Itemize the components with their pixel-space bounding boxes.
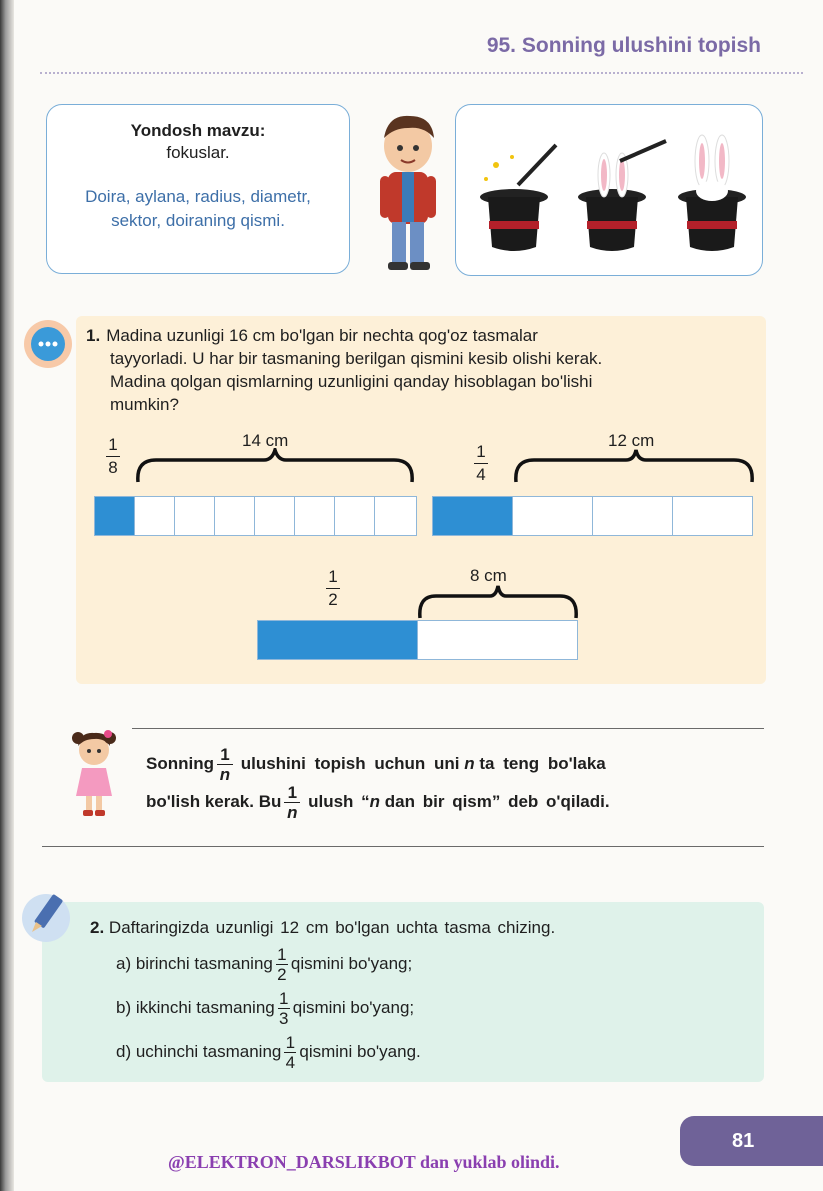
strip-c-numerator: 1 (328, 567, 338, 586)
strip-a-brace (130, 448, 420, 484)
strip-c-length-label: 8 cm (470, 566, 507, 585)
task2-b-pre: b) ikkinchi tasmaning (116, 997, 275, 1017)
task2-b-fraction (278, 990, 290, 1027)
task2-a-den: 2 (277, 965, 287, 984)
rule-w5: ulush “ (308, 791, 370, 811)
boy-illustration (368, 108, 450, 273)
strip-a-fraction (106, 436, 120, 477)
strip-c-segment-filled (258, 621, 418, 659)
rule-line1 (146, 746, 606, 783)
task2-intro-line (90, 918, 555, 938)
rule-frac-den: n (219, 765, 231, 784)
task1-number: 1. (86, 326, 101, 345)
task2-item-b (116, 990, 414, 1027)
page-title: 95. Sonning ulushini topish (486, 34, 761, 57)
strip-a-segment (335, 497, 375, 535)
task1-line4: mumkin? (110, 395, 179, 414)
task2-d-den: 4 (285, 1053, 296, 1072)
header-divider (40, 72, 803, 74)
strip-b-length-label: 12 cm (608, 431, 655, 450)
rule-frac2-den: n (287, 803, 298, 822)
task2-b-post: qismini bo'yang; (292, 997, 415, 1017)
task2-b-den: 3 (279, 1009, 289, 1028)
rule-frac2-num: 1 (287, 783, 298, 802)
strip-c-brace (416, 584, 582, 620)
strip-b-segment-filled (433, 497, 513, 535)
topic-keywords-line1: Doira, aylana, radius, diametr, (85, 187, 311, 206)
rule-fraction-1n-2 (284, 784, 300, 821)
strip-a-segment (135, 497, 175, 535)
task2-number: 2. (90, 918, 105, 937)
chat-bubble-icon (22, 318, 74, 370)
task2-item-a (116, 946, 412, 983)
girl-illustration (64, 728, 124, 818)
task2-intro: Daftaringizda uzunligi 12 cm bo'lgan uchta tasma chizing. (108, 918, 556, 937)
topic-keywords (47, 185, 349, 233)
strip-b-segment (513, 497, 593, 535)
strip-a (94, 496, 417, 536)
strip-a-length-label: 14 cm (242, 431, 289, 450)
strip-c (257, 620, 578, 660)
strip-a-segment (175, 497, 215, 535)
strip-a-segment (215, 497, 255, 535)
strip-a-numerator: 1 (108, 435, 118, 454)
rule-w6: dan bir qism” deb o'qiladi. (384, 791, 610, 811)
rule-w2: ulushini topish uchun uni (240, 753, 460, 773)
strip-c-fraction (326, 568, 340, 609)
task1-line3: Madina qolgan qismlarning uzunligini qanday hisoblagan bo'lishi (110, 372, 593, 391)
strip-a-denominator: 8 (108, 458, 118, 477)
topic-keywords-line2: sektor, doiraning qismi. (111, 211, 285, 230)
strip-c-denominator: 2 (328, 590, 338, 609)
related-topic-box (46, 104, 350, 274)
topic-subtitle: fokuslar. (166, 143, 230, 162)
task1-text (86, 324, 736, 416)
rule-n-2: n (369, 791, 381, 811)
strip-b-segment (673, 497, 752, 535)
strip-b-numerator: 1 (476, 442, 486, 461)
strip-b-fraction (474, 443, 488, 484)
topic-title: Yondosh mavzu: (130, 121, 266, 140)
magic-hats-picture-box (455, 104, 763, 276)
strip-a-segment (375, 497, 416, 535)
strip-a-segment (295, 497, 335, 535)
task2-item-d (116, 1034, 421, 1071)
task2-b-num: 1 (279, 989, 289, 1008)
task2-d-post: qismini bo'yang. (299, 1041, 421, 1061)
task1-line2: tayyorladi. U har bir tasmaning berilgan qismini kesib olishi kerak. (110, 349, 603, 368)
rule-line2 (146, 784, 610, 821)
task2-d-num: 1 (285, 1033, 296, 1052)
rule-top-divider (132, 728, 764, 729)
strip-b-brace (510, 448, 758, 484)
task2-a-post: qismini bo'yang; (290, 953, 413, 973)
rule-fraction-1n (217, 746, 233, 783)
task1-line1: Madina uzunligi 16 cm bo'lgan bir nechta qog'oz tasmalar (106, 326, 538, 345)
task2-a-num: 1 (277, 945, 287, 964)
strip-b-segment (593, 497, 673, 535)
rule-bottom-divider (42, 846, 764, 847)
strip-b-denominator: 4 (476, 465, 486, 484)
strip-a-segment (255, 497, 295, 535)
footer-watermark: @ELEKTRON_DARSLIKBOT dan yuklab olindi. (168, 1152, 560, 1172)
strip-b (432, 496, 753, 536)
task2-d-pre: d) uchinchi tasmaning (116, 1041, 282, 1061)
strip-a-segment-filled (95, 497, 135, 535)
rule-frac-num: 1 (220, 745, 230, 764)
rule-w4: bo'lish kerak. Bu (146, 791, 282, 811)
page-number: 81 (680, 1116, 823, 1166)
task2-a-pre: a) birinchi tasmaning (116, 953, 273, 973)
task2-d-fraction (284, 1034, 296, 1071)
book-spine-shadow (0, 0, 14, 1191)
task2-a-fraction (276, 946, 288, 983)
rule-w3: ta teng bo'laka (479, 753, 606, 773)
rule-n: n (464, 753, 475, 773)
pencil-icon (18, 888, 74, 944)
rule-w1: Sonning (146, 753, 214, 773)
magic-hats-icon (456, 105, 762, 275)
strip-c-segment (418, 621, 577, 659)
